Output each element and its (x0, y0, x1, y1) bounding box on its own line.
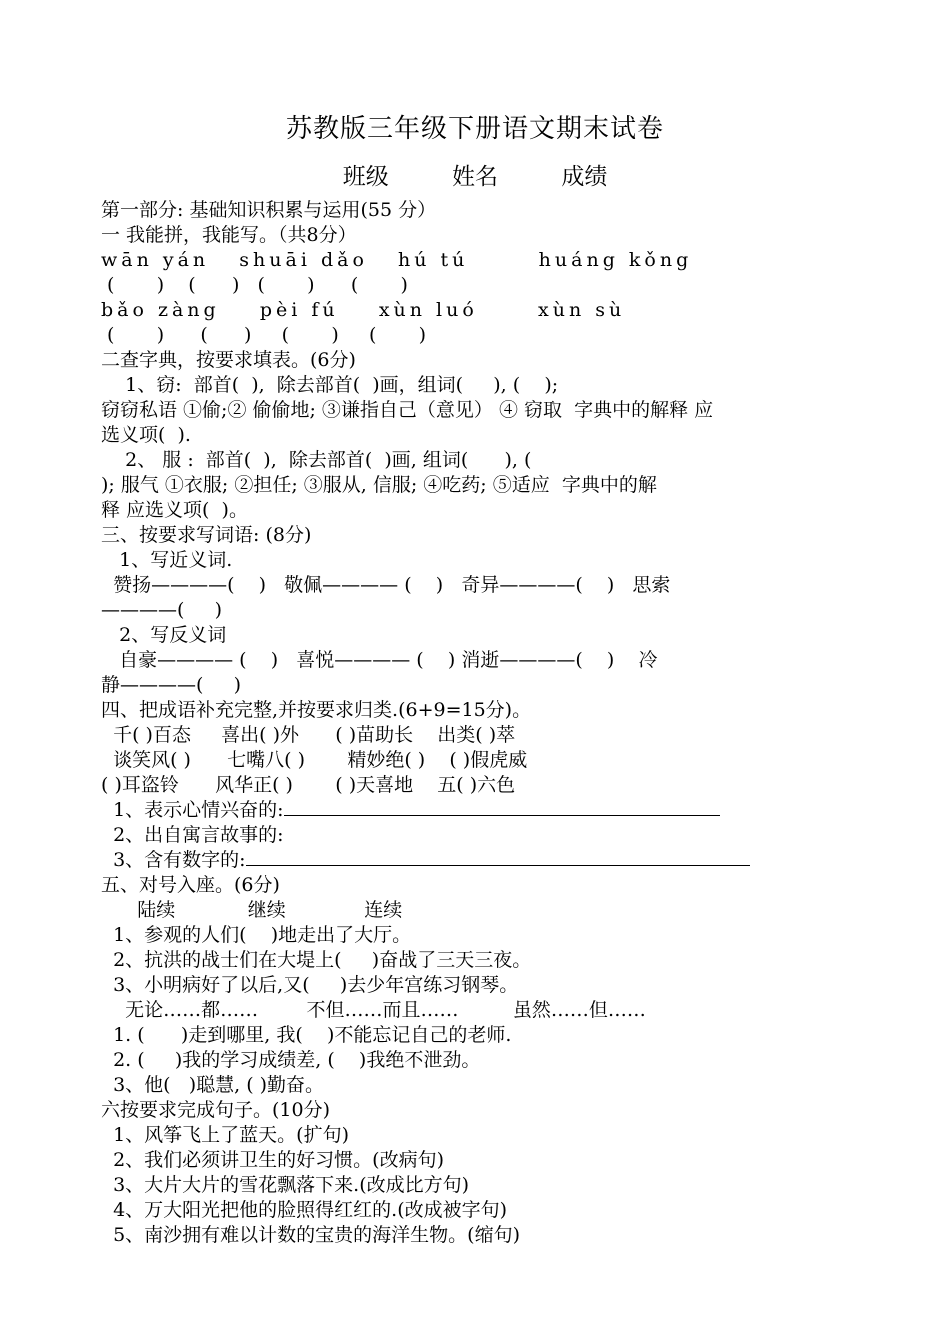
exam-body (101, 198, 851, 1248)
antonym-row: 自豪———— ( ) 喜悦———— ( ) 消逝————( ) 冷 (101, 649, 658, 671)
sentence-task-1: 1、风筝飞上了蓝天。(扩句) (101, 1124, 349, 1146)
fill-sentence-3: 3、小明病好了以后,又( )去少年宫练习钢琴。 (101, 974, 519, 996)
section-three-heading: 三、按要求写词语: (8分) (101, 524, 312, 546)
dictionary-question-2-end: 释 应选义项( )。 (101, 499, 248, 521)
dictionary-question-2: 2、 服 : 部首( ), 除去部首( )画, 组词( ), ( (101, 449, 532, 471)
idiom-category-3-label: 3、含有数字的: (101, 849, 246, 871)
pinyin-row-2: bǎo zàng pèi fú xùn luó xùn sù (101, 299, 626, 321)
idiom-category-2: 2、出自寓言故事的: (101, 824, 284, 846)
word-choice-options-2: 无论……都…… 不但……而且…… 虽然……但…… (101, 999, 646, 1021)
class-field-label: 班级 (342, 164, 389, 190)
synonym-row-cont: ————( ) (101, 599, 223, 621)
conjunction-sentence-1: 1. ( )走到哪里, 我( )不能忘记自己的老师. (101, 1024, 512, 1046)
section-six-heading: 六按要求完成句子。(10分) (101, 1099, 331, 1121)
idiom-category-1-label: 1、表示心情兴奋的: (101, 799, 284, 821)
dictionary-question-2-cont: ); 服气 ①衣服; ②担任; ③服从, 信服; ④吃药; ⑤适应 字典中的解 (101, 474, 657, 496)
idiom-category-3-answer-line[interactable] (246, 849, 750, 866)
fill-sentence-2: 2、抗洪的战士们在大堤上( )奋战了三天三夜。 (101, 949, 532, 971)
conjunction-sentence-2: 2. ( )我的学习成绩差, ( )我绝不泄劲。 (101, 1049, 481, 1071)
word-choice-options-1: 陆续 继续 连续 (101, 899, 403, 921)
antonym-subheading: 2、写反义词 (101, 624, 227, 646)
part-one-heading: 第一部分: 基础知识积累与运用(55 分） (101, 199, 437, 221)
sentence-task-2: 2、我们必须讲卫生的好习惯。(改病句) (101, 1149, 444, 1171)
section-five-heading: 五、对号入座。(6分) (101, 874, 280, 896)
synonym-row: 赞扬————( ) 敬佩———— ( ) 奇异————( ) 思索 (101, 574, 671, 596)
pinyin-answer-row-2[interactable]: ( ) ( ) ( ) ( ) (101, 324, 427, 346)
antonym-row-cont: 静————( ) (101, 674, 242, 696)
exam-title: 苏教版三年级下册语文期末试卷 (285, 114, 664, 144)
pinyin-row-1: wān yán shuāi dǎo hú tú huáng kǒng (101, 249, 693, 271)
sentence-task-4: 4、万大阳光把他的脸照得红红的.(改成被字句) (101, 1199, 508, 1221)
idiom-row-1: 千( )百态 喜出( )外 ( )苗助长 出类( )萃 (101, 724, 516, 746)
dictionary-question-1-cont: 窃窃私语 ①偷;② 偷偷地; ③谦指自己（意见） ④ 窃取 字典中的解释 应 (101, 399, 714, 421)
header-fields (0, 158, 950, 191)
idiom-category-3 (101, 848, 851, 873)
sentence-task-3: 3、大片大片的雪花飘落下来.(改成比方句) (101, 1174, 470, 1196)
sentence-task-5: 5、南沙拥有难以计数的宝贵的海洋生物。(缩句) (101, 1224, 520, 1246)
pinyin-answer-row-1[interactable]: ( ) ( ) ( ) ( ) (101, 274, 408, 296)
fill-sentence-1: 1、参观的人们( )地走出了大厅。 (101, 924, 412, 946)
section-one-heading: 一 我能拼，我能写。（共8分） (101, 224, 357, 246)
name-field-label: 姓名 (452, 164, 498, 190)
synonym-subheading: 1、写近义词. (101, 549, 233, 571)
dictionary-question-1: 1、窃: 部首( ), 除去部首( )画，组词( ), ( ); (101, 374, 559, 396)
dictionary-question-1-end: 选义项( ). (101, 424, 191, 446)
idiom-category-1 (101, 798, 851, 823)
section-four-heading: 四、把成语补充完整,并按要求归类.(6+9=15分)。 (101, 699, 532, 721)
idiom-row-2: 谈笑风( ) 七嘴八( ) 精妙绝( ) ( )假虎威 (101, 749, 528, 771)
section-two-heading: 二查字典，按要求填表。(6分) (101, 349, 356, 371)
idiom-row-3: ( )耳盗铃 风华正( ) ( )天喜地 五( )六色 (101, 774, 516, 796)
idiom-category-1-answer-line[interactable] (284, 799, 720, 816)
score-field-label: 成绩 (561, 164, 608, 190)
conjunction-sentence-3: 3、他( )聪慧, ( )勤奋。 (101, 1074, 325, 1096)
